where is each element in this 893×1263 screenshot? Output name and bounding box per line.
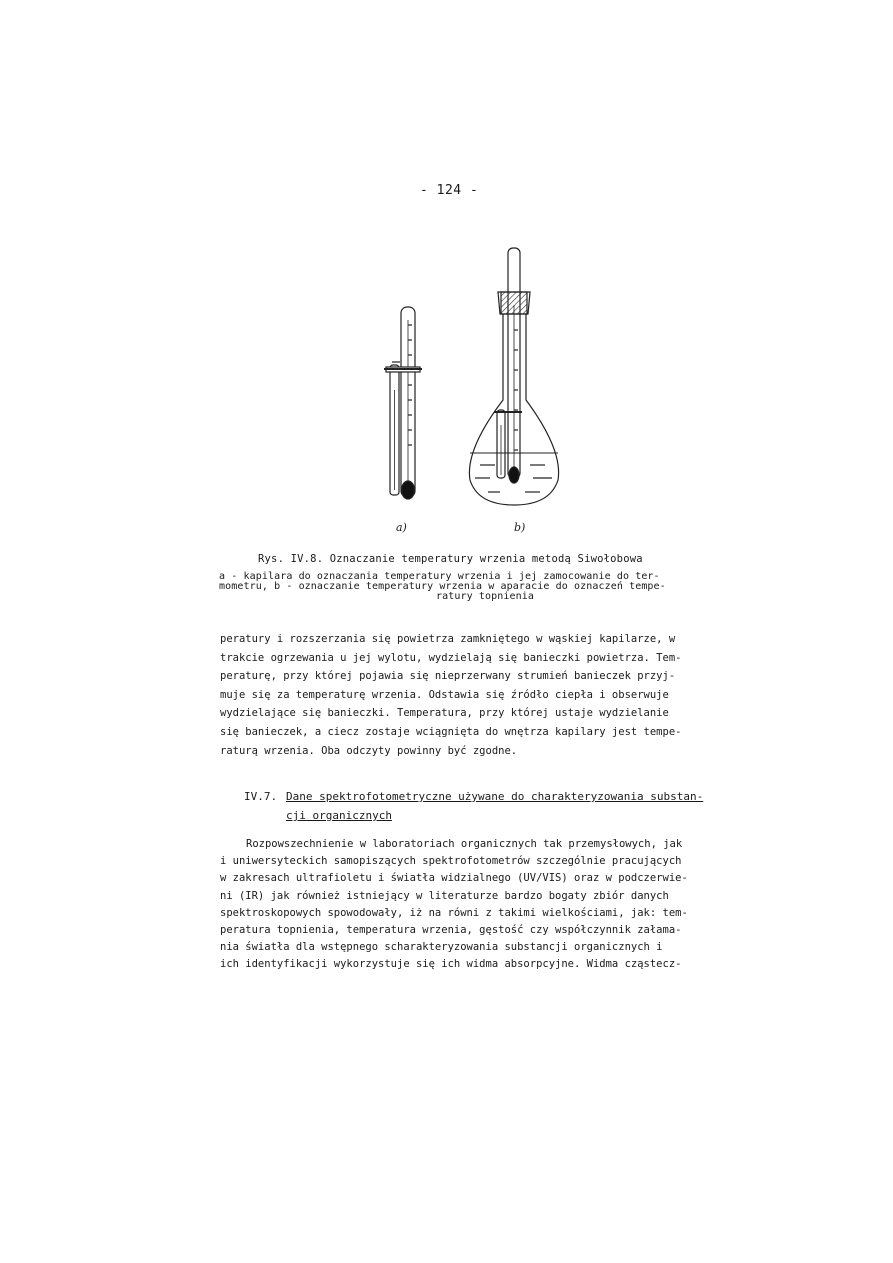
figure-label-a: a) (396, 521, 407, 534)
section-title-line2: cji organicznych (286, 809, 392, 822)
caption-line: mometru, b - oznaczanie temperatury wrzenia w aparacie do oznaczeń tempe- (219, 581, 666, 592)
text-line: spektroskopowych spowodowały, iż na równi z takimi wielkościami, jak: tem- (220, 906, 688, 919)
text-line: raturą wrzenia. Oba odczyty powinny być zgodne. (220, 744, 518, 757)
paragraph-boiling-point (220, 630, 750, 760)
text-line: Rozpowszechnienie w laboratoriach organicznych tak przemysłowych, jak (246, 838, 683, 850)
text-line: wydzielające się banieczki. Temperatura, przy której ustaje wydzielanie (220, 707, 669, 720)
text-line: peraturę, przy której pojawia się nieprzerwany strumień banieczek przyj- (220, 670, 676, 683)
section-title-line1: Dane spektrofotometryczne używane do charakteryzowania substan- (286, 790, 704, 803)
text-line: ich identyfikacji wykorzystuje się ich widma absorpcyjne. Widma cząstecz- (220, 958, 682, 971)
thermometer-with-capillary-drawing (384, 307, 422, 499)
caption-line: a - kapilara do oznaczania temperatury wrzenia i jej zamocowanie do ter- (219, 571, 660, 582)
page-number: - 124 - (420, 183, 479, 198)
caption-line: ratury topnienia (436, 591, 534, 602)
text-line: peratury i rozszerzania się powietrza zamkniętego w wąskiej kapilarze, w (220, 633, 676, 645)
text-line: się banieczek, a ciecz zostaje wciągnięta do wnętrza kapilary jest tempe- (220, 725, 682, 738)
text-line: peratura topnienia, temperatura wrzenia, gęstość czy współczynnik załama- (220, 924, 682, 937)
paragraph-spectrophotometry (220, 836, 750, 974)
figure-label-b: b) (514, 521, 526, 534)
section-number: IV.7. (244, 790, 278, 803)
text-line: nia światła dla wstępnego scharakteryzowania substancji organicznych i (220, 941, 663, 954)
figure-caption-title: Rys. IV.8. Oznaczanie temperatury wrzenia metodą Siwołobowa (258, 553, 643, 565)
text-line: muje się za temperaturę wrzenia. Odstawia się źródło ciepła i obserwuje (220, 688, 669, 701)
text-line: i uniwersyteckich samopiszących spektrofotometrów szczególnie pracujących (220, 855, 682, 868)
text-line: trakcie ogrzewania u jej wylotu, wydzielają się banieczki powietrza. Tem- (220, 651, 682, 664)
text-line: ni (IR) jak również istniejący w literaturze bardzo bogaty zbiór danych (220, 889, 669, 902)
figure-caption-body (219, 572, 751, 602)
boiling-point-apparatus-figure (370, 240, 570, 540)
text-line: w zakresach ultrafioletu i światła widzialnego (UV/VIS) oraz w podczerwie- (220, 872, 688, 885)
flask-apparatus-drawing (469, 248, 558, 505)
